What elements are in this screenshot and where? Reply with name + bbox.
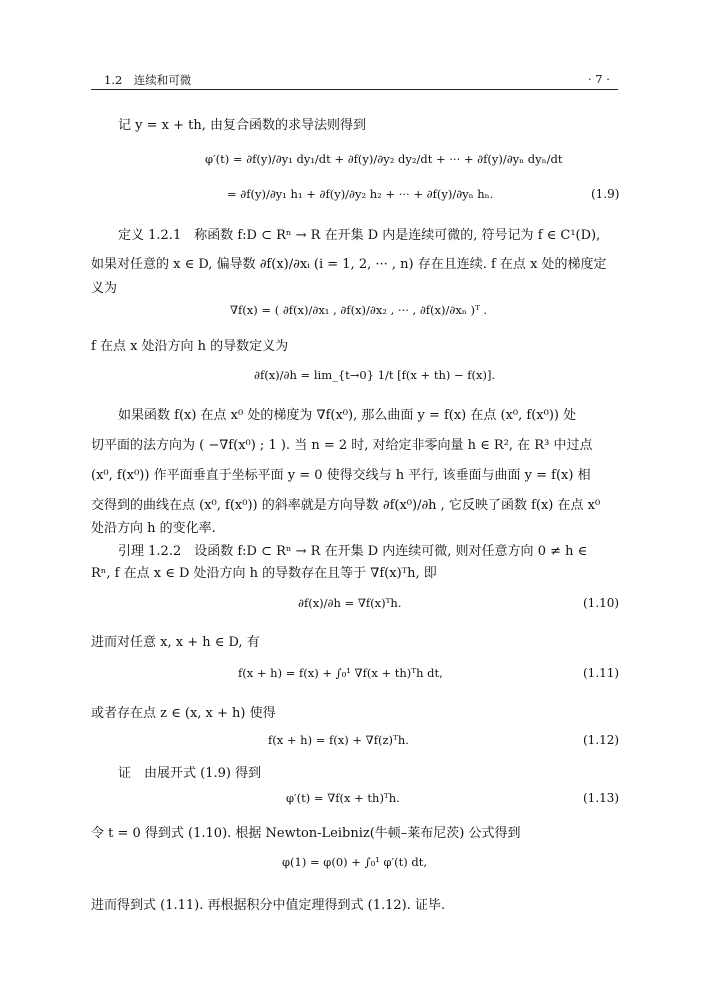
running-head-page-number: · 7 · xyxy=(588,72,610,86)
equation-line: ∂f(x)/∂h = lim_{t→0} 1/t [f(x + th) − f(x)]. xyxy=(254,368,496,382)
equation-line: φ′(t) = ∂f(y)/∂y₁ dy₁/dt + ∂f(y)/∂y₂ dy₂/dt + ··· + ∂f(y)/∂yₙ dyₙ/dt xyxy=(205,152,563,166)
text-line: Rⁿ, f 在点 x ∈ D 处沿方向 h 的导数存在且等于 ∇f(x)ᵀh, 即 xyxy=(91,566,437,581)
equation-line: = ∂f(y)/∂y₁ h₁ + ∂f(y)/∂y₂ h₂ + ··· + ∂f(y)/∂yₙ hₙ. xyxy=(227,187,494,201)
text-line: 如果对任意的 x ∈ D, 偏导数 ∂f(x)/∂xᵢ (i = 1, 2, ··· , n) 存在且连续. f 在点 x 处的梯度定 xyxy=(91,257,607,272)
text-line: 或者存在点 z ∈ (x, x + h) 使得 xyxy=(91,706,276,721)
text-line: 进而得到式 (1.11). 再根据积分中值定理得到式 (1.12). 证毕. xyxy=(91,898,446,913)
text-line: 切平面的法方向为 ( −∇f(x⁰) ; 1 ). 当 n = 2 时, 对给定非零向量 h ∈ R², 在 R³ 中过点 xyxy=(91,438,593,453)
equation-number: (1.10) xyxy=(583,596,620,610)
equation-number: (1.12) xyxy=(583,733,620,747)
text-line: 进而对任意 x, x + h ∈ D, 有 xyxy=(91,635,260,650)
definition-line: 定义 1.2.1 称函数 f:D ⊂ Rⁿ → R 在开集 D 内是连续可微的, 符号记为 f ∈ C¹(D), xyxy=(118,228,601,243)
equation-line: f(x + h) = f(x) + ∇f(z)ᵀh. xyxy=(268,733,409,747)
equation-line: φ′(t) = ∇f(x + th)ᵀh. xyxy=(286,791,400,805)
equation-line: φ(1) = φ(0) + ∫₀¹ φ′(t) dt, xyxy=(282,855,427,869)
equation-number: (1.11) xyxy=(583,666,620,680)
text-line: 如果函数 f(x) 在点 x⁰ 处的梯度为 ∇f(x⁰), 那么曲面 y = f(x) 在点 (x⁰, f(x⁰)) 处 xyxy=(118,408,577,423)
equation-line: ∇f(x) = ( ∂f(x)/∂x₁ , ∂f(x)/∂x₂ , ··· , ∂f(x)/∂xₙ )ᵀ . xyxy=(230,303,488,317)
text-line: 令 t = 0 得到式 (1.10). 根据 Newton-Leibniz(牛顿–莱布尼茨) 公式得到 xyxy=(91,826,521,841)
text-line: (x⁰, f(x⁰)) 作平面垂直于坐标平面 y = 0 使得交线与 h 平行, 该垂面与曲面 y = f(x) 相 xyxy=(91,468,591,483)
equation-number: (1.13) xyxy=(583,791,620,805)
text-line: 义为 xyxy=(91,281,118,296)
text-line: f 在点 x 处沿方向 h 的导数定义为 xyxy=(91,339,289,354)
equation-number: (1.9) xyxy=(591,187,620,201)
running-head-section: 1.2 连续和可微 xyxy=(104,73,192,87)
lemma-line: 引理 1.2.2 设函数 f:D ⊂ Rⁿ → R 在开集 D 内连续可微, 则对任意方向 0 ≠ h ∈ xyxy=(118,544,588,559)
header-rule xyxy=(91,89,618,90)
text-line: 记 y = x + th, 由复合函数的求导法则得到 xyxy=(118,118,366,133)
equation-line: f(x + h) = f(x) + ∫₀¹ ∇f(x + th)ᵀh dt, xyxy=(238,666,443,680)
text-line: 交得到的曲线在点 (x⁰, f(x⁰)) 的斜率就是方向导数 ∂f(x⁰)/∂h , 它反映了函数 f(x) 在点 x⁰ xyxy=(91,498,601,513)
text-line: 处沿方向 h 的变化率. xyxy=(91,521,216,536)
proof-line: 证 由展开式 (1.9) 得到 xyxy=(118,766,262,781)
equation-line: ∂f(x)/∂h = ∇f(x)ᵀh. xyxy=(298,596,402,610)
